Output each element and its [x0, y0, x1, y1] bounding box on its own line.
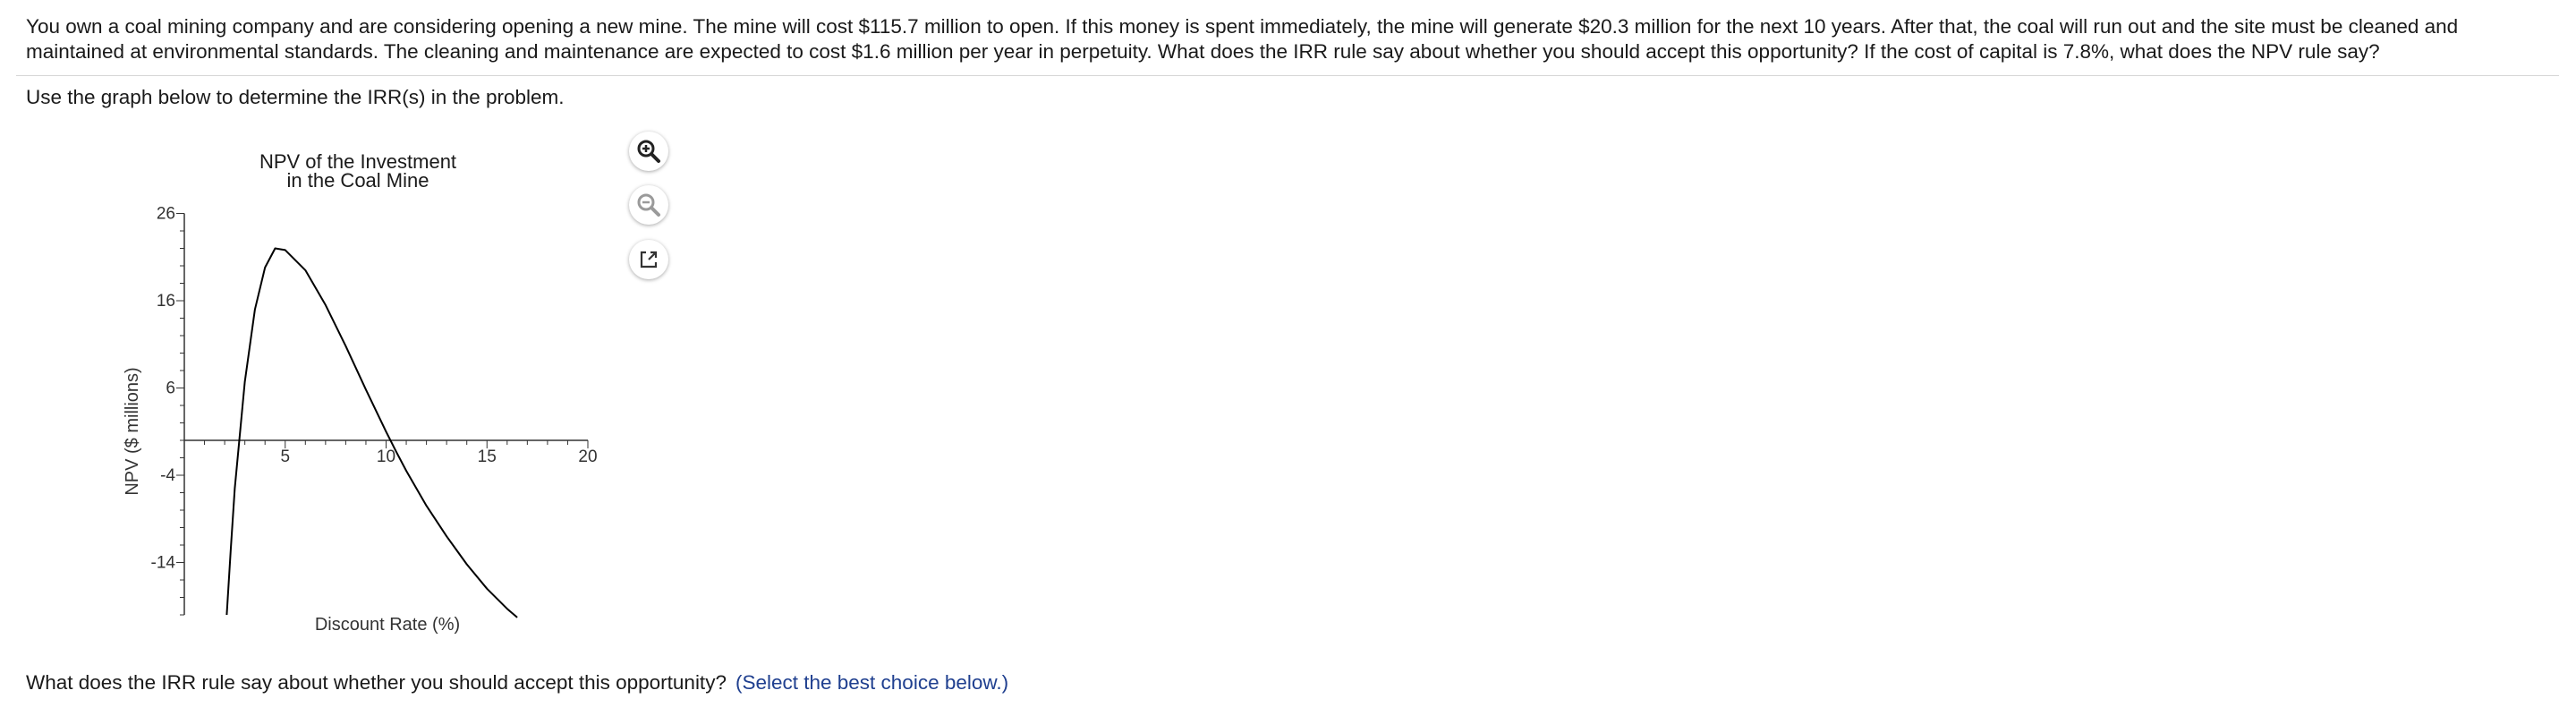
- zoom-out-button[interactable]: [629, 185, 668, 225]
- external-link-icon: [637, 248, 660, 271]
- y-tick-label: -4: [160, 466, 175, 485]
- x-tick-label: 10: [376, 448, 396, 466]
- y-tick-label: -14: [150, 553, 175, 573]
- y-axis-label: NPV ($ millions): [123, 367, 142, 496]
- x-tick-label: 20: [578, 448, 598, 466]
- x-tick-label: 5: [280, 448, 291, 466]
- chart-title-line-1: NPV of the Investment: [259, 150, 457, 173]
- y-tick-label: 26: [156, 204, 175, 224]
- question-prompt: [26, 670, 1008, 695]
- problem-statement: You own a coal mining company and are considering opening a new mine. The mine will cost $115.7 million to open. If this money is spent immediately, the mine will generate $20.3 million for the next 10 years. After that, the coal will run out and the site must be cleaned and maintained at environmental standards. The cleaning and maintenance are expected to cost $1.6 million per year in perpetuity. What does the IRR rule say about whether you should accept this opportunity? If the cost of capital is 7.8%, what does the NPV rule say?: [26, 15, 2459, 63]
- x-tick-label: 15: [477, 448, 497, 466]
- npv-curve: [226, 249, 517, 618]
- question-text: What does the IRR rule say about whether you should accept this opportunity?: [26, 671, 727, 694]
- y-tick-label: 6: [166, 379, 175, 398]
- zoom-out-icon: [636, 192, 661, 217]
- x-axis-label: Discount Rate (%): [314, 615, 461, 635]
- npv-chart: [0, 0, 626, 644]
- chart-title-line-2: in the Coal Mine: [286, 169, 429, 192]
- instruction-text: Use the graph below to determine the IRR(s) in the problem.: [26, 86, 565, 108]
- zoom-in-button[interactable]: [629, 132, 668, 171]
- question-hint: (Select the best choice below.): [735, 671, 1009, 694]
- y-tick-label: 16: [156, 292, 175, 311]
- popout-button[interactable]: [629, 240, 668, 279]
- zoom-in-icon: [636, 139, 661, 164]
